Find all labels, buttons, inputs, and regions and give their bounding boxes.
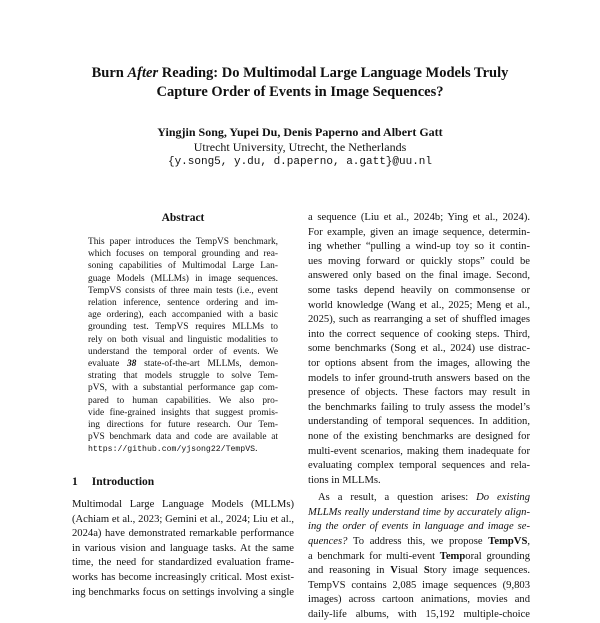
intro-left-column xyxy=(72,498,294,600)
abstract-heading: Abstract xyxy=(161,212,205,224)
abstract-line: https://github.com/yjsong22/TempVS. xyxy=(88,444,258,455)
body-line: a benchmark for multi-event Temporal grounding xyxy=(308,550,531,562)
abstract-line: relation inference, sentence ordering and im- xyxy=(88,298,278,309)
body-line: a sequence (Liu et al., 2024b; Ying et al., 2024). xyxy=(308,212,530,223)
abstract-line: TempVS consists of three main tests (i.e., event xyxy=(88,285,278,296)
body-line: 2024a) have demonstrated remarkable performance xyxy=(72,528,294,540)
body-line: understanding of temporal sequences. In addition, xyxy=(308,416,530,428)
body-line: models to infer ground-truth answers based on the xyxy=(308,372,530,384)
body-line: none of the existing benchmarks are designed for xyxy=(308,430,530,442)
abstract-line: pared to human capabilities. We also pro- xyxy=(88,395,278,406)
body-line: images) across cartoon animations, movies and xyxy=(308,594,530,606)
body-line: ing whether “pulling a wind-up toy so it contin- xyxy=(308,241,530,253)
abstract-line: understand the temporal order of events. We xyxy=(88,346,278,357)
body-line: ing the order of events in language and image se- xyxy=(308,521,530,533)
body-line: TempVS contains 2,085 image sequences (9,803 xyxy=(308,579,530,591)
section-number: 1 xyxy=(72,476,78,488)
body-line: For example, given an image sequence, determin- xyxy=(308,226,530,238)
affiliation: Utrecht University, Utrecht, the Netherlands xyxy=(193,140,407,154)
body-line: (Achiam et al., 2023; Gemini et al., 2024; Liu et al., xyxy=(72,513,294,525)
body-line: answered only based on the final image. Second, xyxy=(308,270,530,282)
author-emails: {y.song5, y.du, d.paperno, a.gatt}@uu.nl xyxy=(167,156,433,168)
body-line: quences? To address this, we propose TempVS, xyxy=(308,536,530,548)
body-line: 2025), such as rearranging a set of shuffled images xyxy=(308,314,530,326)
body-line: some benchmarks (Song et al., 2024) use distrac- xyxy=(308,343,530,355)
body-line: As a result, a question arises: Do existing xyxy=(318,492,531,504)
paragraph xyxy=(308,491,530,622)
abstract-line: ing directions for future research. Our Tem- xyxy=(88,420,278,431)
body-line: Multimodal Large Language Models (MLLMs) xyxy=(72,499,294,510)
body-line: in various vision and language tasks. At the same xyxy=(72,542,294,554)
abstract-line: vide fine-grained insights that suggest promis- xyxy=(88,407,278,418)
abstract-line: This paper introduces the TempVS benchmark, xyxy=(88,237,278,247)
abstract-body xyxy=(88,236,278,457)
intro-right-column xyxy=(308,211,530,623)
body-line: and reasoning in Visual Story image sequences. xyxy=(308,565,530,577)
paragraph xyxy=(308,211,530,488)
body-line: evaluating complex temporal sequences and rela- xyxy=(308,460,530,472)
title-line-2: Capture Order of Events in Image Sequences? xyxy=(156,84,444,100)
body-line: the benchmarks failing to truly assess the model’s xyxy=(308,401,530,413)
abstract-line: strating that models struggle to solve Tem- xyxy=(88,371,278,382)
author-block xyxy=(60,125,540,170)
author-names: Yingjin Song, Yupei Du, Denis Paperno and Albert Gatt xyxy=(157,125,443,139)
body-line: works has become increasingly critical. Most exist- xyxy=(72,571,294,583)
body-line: tions in MLLMs. xyxy=(308,474,381,486)
section-heading-introduction xyxy=(72,476,154,488)
abstract-line: soning capabilities of Multimodal Large Lan- xyxy=(88,261,278,272)
body-line: time, the need for standardized evaluation frame- xyxy=(72,557,294,569)
abstract-line: grounding test. TempVS requires MLLMs to xyxy=(88,322,278,333)
body-line: daily-life albums, with 15,192 multiple-choice xyxy=(308,609,530,621)
section-title: Introduction xyxy=(91,476,155,488)
body-line: ing benchmarks focus on settings involving a single xyxy=(72,586,294,598)
title-line-1: Burn After Reading: Do Multimodal Large Language Models Truly xyxy=(91,65,509,81)
abstract-line: which focuses on temporal grounding and rea- xyxy=(88,249,278,260)
abstract-line: evaluate 38 state-of-the-art MLLMs, demon- xyxy=(88,359,278,370)
abstract-line: pVS benchmark data and code are available at xyxy=(88,432,278,443)
body-line: tor options absent from the images, allowing the xyxy=(308,357,530,369)
abstract-line: rely on both visual and linguistic modalities to xyxy=(88,334,278,345)
body-line: MLLMs really understand time by accurately align- xyxy=(308,506,530,518)
code-url-link[interactable]: https://github.com/yjsong22/TempVS xyxy=(88,445,256,455)
abstract-line: guage Models (MLLMs) in image sequences. xyxy=(88,273,278,284)
body-line: presence of objects. These factors may result in xyxy=(308,387,530,399)
abstract-line: age ordering), each accompanied with a basic xyxy=(88,310,278,321)
body-line: some tasks depend heavily on commonsense or xyxy=(308,284,530,296)
body-line: into the correct sequence of cooking steps. Third, xyxy=(308,328,530,340)
body-line: world knowledge (Wang et al., 2025; Meng et al., xyxy=(308,299,530,311)
paper-title xyxy=(60,64,540,102)
abstract-line: pVS, with a substantial performance gap com- xyxy=(88,383,278,394)
body-line: ues moving forward or quickly stops” could be xyxy=(308,255,530,267)
body-line: multi-event scenarios, making them inadequate for xyxy=(308,445,530,457)
